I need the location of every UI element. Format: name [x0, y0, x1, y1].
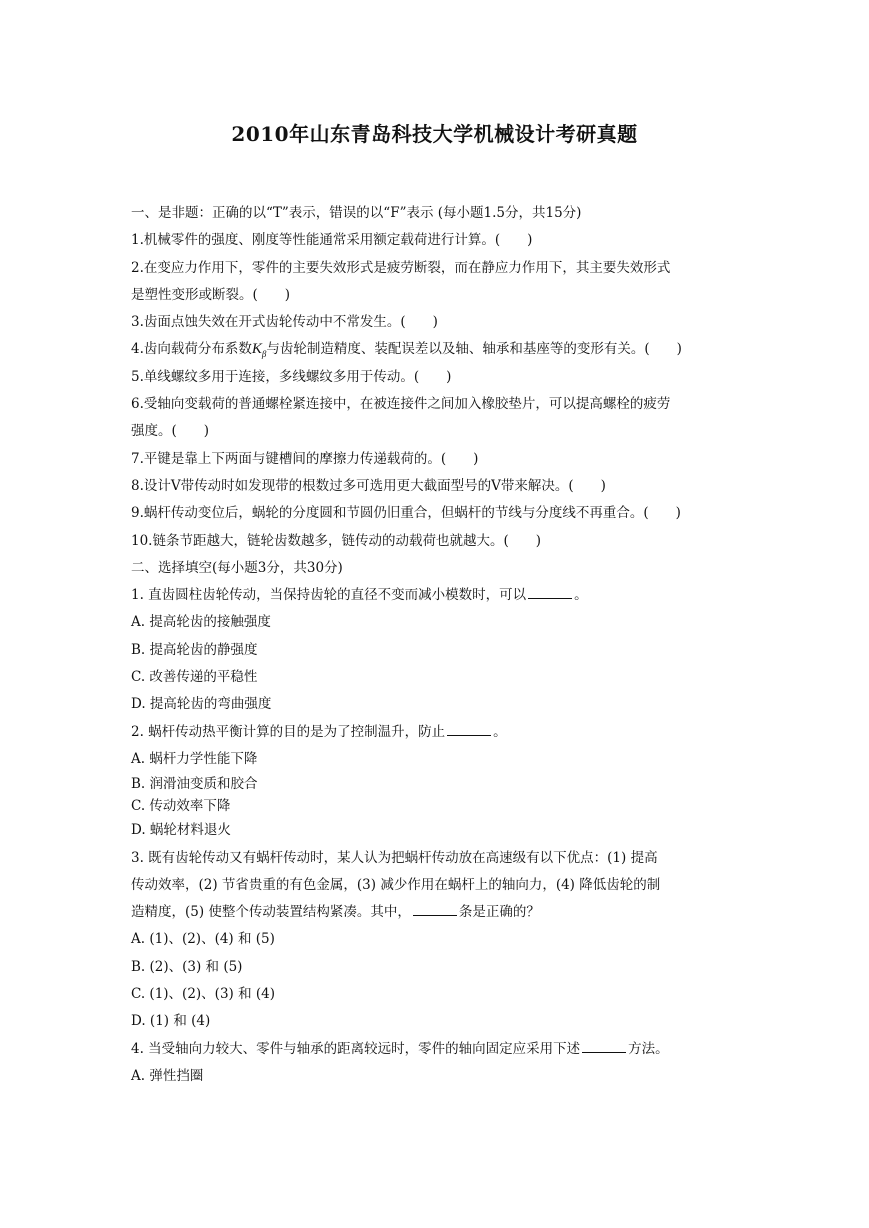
mc-question-3-line2: 传动效率，(2) 节省贵重的有色金属，(3) 减少作用在蜗杆上的轴向力，(4) 降低齿轮的制: [131, 876, 661, 893]
tf-question-8: 8.设计V带传动时如发现带的根数过多可选用更大截面型号的V带来解决。( ): [131, 477, 606, 494]
mc-question-3-line1: 3. 既有齿轮传动又有蜗杆传动时，某人认为把蜗杆传动放在高速级有以下优点：(1) 提高: [131, 849, 658, 866]
tf-question-4-suffix: 与齿轮制造精度、装配误差以及轴、轴承和基座等的变形有关。( ): [266, 341, 682, 358]
option: A. (1)、(2)、(4) 和 (5): [131, 931, 275, 948]
option: D. (1) 和 (4): [131, 1013, 211, 1030]
option: A. 弹性挡圈: [131, 1067, 204, 1084]
answer-blank: [413, 903, 457, 916]
mc-question-3-line3: [131, 899, 743, 926]
mc-question-4-end: 方法。: [628, 1040, 669, 1057]
page-title: 2010年山东青岛科技大学机械设计考研真题: [231, 122, 638, 146]
mc-question-4: [131, 1036, 743, 1063]
section2-header: 二、选择填空(每小题3分，共30分): [131, 559, 343, 576]
option: D. 蜗轮材料退火: [131, 822, 231, 839]
answer-blank: [447, 723, 491, 736]
option: A. 蜗杆力学性能下降: [131, 750, 258, 767]
tf-question-5: 5.单线螺纹多用于连接，多线螺纹多用于传动。( ): [131, 368, 452, 385]
mc-question-1-text: 1. 直齿圆柱齿轮传动，当保持齿轮的直径不变而减小模数时，可以: [131, 587, 527, 604]
option: A. 提高轮齿的接触强度: [131, 614, 271, 631]
tf-question-6-line1: 6.受轴向变载荷的普通螺栓紧连接中，在被连接件之间加入橡胶垫片，可以提高螺栓的疲劳: [131, 396, 671, 413]
tf-question-6-line2: 强度。( ): [131, 423, 210, 440]
mc-question-1: [131, 582, 743, 609]
beta-subscript: β: [261, 349, 267, 360]
exam-content: [131, 200, 743, 1090]
tf-question-3: 3.齿面点蚀失效在开式齿轮传动中不常发生。( ): [131, 314, 438, 331]
option: C. (1)、(2)、(3) 和 (4): [131, 986, 276, 1003]
k-symbol: K: [251, 341, 262, 358]
answer-blank: [528, 586, 572, 599]
option: B. 润滑油变质和胶合: [131, 776, 258, 793]
tf-question-4: [131, 336, 743, 363]
tf-question-2-line2: 是塑性变形或断裂。( ): [131, 286, 291, 303]
tf-question-10: 10.链条节距越大，链轮齿数越多，链传动的动载荷也就越大。( ): [131, 532, 542, 549]
option: B. 提高轮齿的静强度: [131, 641, 258, 658]
tf-question-2-line1: 2.在变应力作用下，零件的主要失效形式是疲劳断裂，而在静应力作用下，其主要失效形式: [131, 259, 671, 276]
option: B. (2)、(3) 和 (5): [131, 958, 243, 975]
option: C. 传动效率下降: [131, 798, 231, 815]
mc-question-1-end: 。: [574, 587, 588, 604]
section1-header: 一、是非题：正确的以“T”表示，错误的以“F”表示 (每小题1.5分，共15分): [131, 205, 582, 221]
answer-blank: [582, 1040, 626, 1053]
mc-question-3-text: 造精度，(5) 使整个传动装置结构紧凑。其中，: [131, 904, 411, 921]
mc-question-2-end: 。: [493, 723, 507, 740]
mc-question-2-text: 2. 蜗杆传动热平衡计算的目的是为了控制温升，防止: [131, 723, 446, 740]
mc-question-2: [131, 719, 743, 746]
option: D. 提高轮齿的弯曲强度: [131, 696, 272, 713]
k-beta-symbol: [251, 341, 267, 360]
tf-question-1: 1.机械零件的强度、刚度等性能通常采用额定载荷进行计算。( ): [131, 232, 533, 249]
tf-question-7: 7.平键是靠上下两面与键槽间的摩擦力传递载荷的。( ): [131, 450, 479, 467]
option: C. 改善传递的平稳性: [131, 669, 258, 686]
mc-question-4-text: 4. 当受轴向力较大、零件与轴承的距离较远时，零件的轴向固定应采用下述: [131, 1040, 581, 1057]
tf-question-9: 9.蜗杆传动变位后，蜗轮的分度圆和节圆仍旧重合，但蜗杆的节线与分度线不再重合。( ): [131, 505, 681, 522]
mc-question-3-end: 条是正确的？: [458, 904, 540, 921]
tf-question-4-prefix: 4.齿向载荷分布系数: [131, 341, 252, 358]
